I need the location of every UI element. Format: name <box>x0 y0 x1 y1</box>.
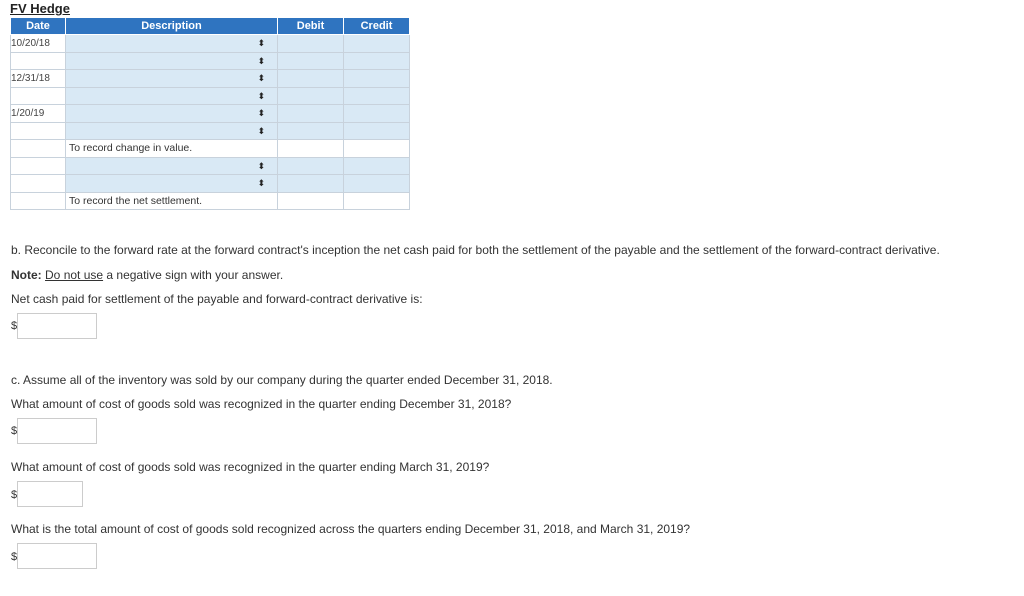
row-date[interactable] <box>11 122 66 140</box>
credit-cell[interactable] <box>344 70 410 88</box>
table-row <box>11 122 410 140</box>
net-cash-paid-input[interactable] <box>17 313 97 339</box>
part-c-question-2: What amount of cost of goods sold was recognized in the quarter ending March 31, 2019? <box>11 460 490 474</box>
credit-cell[interactable] <box>344 87 410 105</box>
dollar-sign: $ <box>11 425 18 437</box>
table-row <box>11 52 410 70</box>
dollar-sign: $ <box>11 489 18 501</box>
row-date[interactable] <box>11 157 66 175</box>
select-arrows-icon[interactable]: ⬍ <box>257 125 265 136</box>
table-row <box>11 35 410 53</box>
debit-cell[interactable] <box>278 175 344 193</box>
select-arrows-icon[interactable]: ⬍ <box>257 178 265 188</box>
credit-cell <box>344 192 410 210</box>
credit-cell[interactable] <box>344 122 410 140</box>
select-arrows-icon[interactable]: ⬍ <box>257 160 265 171</box>
select-arrows-icon[interactable]: ⬍ <box>257 73 265 83</box>
debit-cell[interactable] <box>278 105 344 123</box>
account-select[interactable] <box>66 87 278 105</box>
debit-cell[interactable] <box>278 122 344 140</box>
table-row <box>11 157 410 175</box>
row-date[interactable] <box>11 52 66 70</box>
account-select[interactable] <box>66 52 278 70</box>
account-select[interactable] <box>66 122 278 140</box>
table-row <box>11 87 410 105</box>
entry-note: To record the net settlement. <box>66 192 278 210</box>
entry-note: To record change in value. <box>66 140 278 158</box>
debit-cell[interactable] <box>278 87 344 105</box>
hedge-title: FV Hedge <box>10 1 70 16</box>
header-debit: Debit <box>278 18 344 35</box>
credit-cell[interactable] <box>344 52 410 70</box>
part-b-prompt: Net cash paid for settlement of the payable and forward-contract derivative is: <box>11 292 423 306</box>
dollar-sign: $ <box>11 320 18 332</box>
debit-cell[interactable] <box>278 52 344 70</box>
row-date[interactable]: 1/20/19 <box>11 105 66 123</box>
dollar-sign: $ <box>11 551 18 563</box>
note-underlined: Do not use <box>45 268 104 282</box>
header-credit: Credit <box>344 18 410 35</box>
debit-cell[interactable] <box>278 35 344 53</box>
row-date[interactable]: 10/20/18 <box>11 35 66 53</box>
credit-cell[interactable] <box>344 35 410 53</box>
select-arrows-icon[interactable]: ⬍ <box>257 90 265 101</box>
select-arrows-icon[interactable]: ⬍ <box>257 108 265 118</box>
table-row <box>11 175 410 193</box>
table-row <box>11 140 410 158</box>
account-select[interactable] <box>66 105 278 123</box>
select-arrows-icon[interactable]: ⬍ <box>257 55 265 66</box>
header-date: Date <box>11 18 66 35</box>
credit-cell[interactable] <box>344 175 410 193</box>
row-date <box>11 192 66 210</box>
table-header-row <box>11 18 410 35</box>
row-date[interactable] <box>11 175 66 193</box>
part-c-question-3: What is the total amount of cost of goods sold recognized across the quarters ending December 31, 2018, and March 31, 2019? <box>11 522 691 536</box>
part-b-question: b. Reconcile to the forward rate at the forward contract's inception the net cash paid for both the settlement of the payable and the settlement of the forward-contract derivative. <box>11 243 940 257</box>
credit-cell[interactable] <box>344 105 410 123</box>
account-select[interactable] <box>66 70 278 88</box>
account-select[interactable] <box>66 157 278 175</box>
cogs-mar-2019-input[interactable] <box>17 481 83 507</box>
debit-cell[interactable] <box>278 157 344 175</box>
journal-body <box>11 35 410 210</box>
journal-entry-table <box>10 17 410 210</box>
row-date <box>11 140 66 158</box>
note-rest: a negative sign with your answer. <box>103 268 284 282</box>
table-row <box>11 192 410 210</box>
cogs-total-input[interactable] <box>17 543 97 569</box>
debit-cell <box>278 140 344 158</box>
row-date[interactable] <box>11 87 66 105</box>
debit-cell <box>278 192 344 210</box>
part-b-note <box>11 268 283 282</box>
header-description: Description <box>66 18 278 35</box>
table-row <box>11 70 410 88</box>
credit-cell <box>344 140 410 158</box>
select-arrows-icon[interactable]: ⬍ <box>257 38 265 48</box>
account-select[interactable] <box>66 175 278 193</box>
table-row <box>11 105 410 123</box>
row-date[interactable]: 12/31/18 <box>11 70 66 88</box>
account-select[interactable] <box>66 35 278 53</box>
credit-cell[interactable] <box>344 157 410 175</box>
debit-cell[interactable] <box>278 70 344 88</box>
note-label: Note: <box>11 268 42 282</box>
part-c-question-1: What amount of cost of goods sold was recognized in the quarter ending December 31, 2018? <box>11 397 512 411</box>
cogs-dec-2018-input[interactable] <box>17 418 97 444</box>
part-c-intro: c. Assume all of the inventory was sold by our company during the quarter ended December 31, 2018. <box>11 373 553 387</box>
